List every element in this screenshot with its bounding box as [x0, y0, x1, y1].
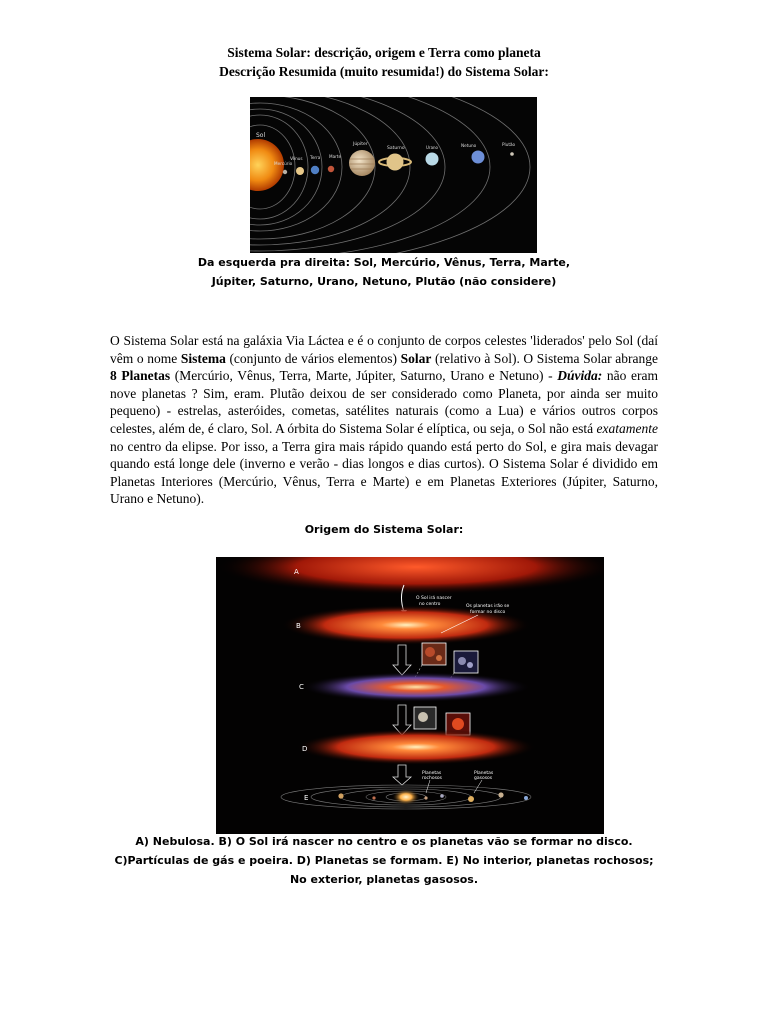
page-title: Sistema Solar: descrição, origem e Terra como planeta — [227, 45, 541, 60]
label-mercurio: Mercúrio — [274, 161, 293, 166]
label-venus: Vênus — [290, 156, 303, 161]
term-8-planetas: 8 Planetas — [110, 368, 171, 384]
stage-label-b: B — [296, 622, 301, 630]
stage-label-a: A — [294, 568, 299, 576]
label-sol: Sol — [256, 132, 266, 139]
figure1-caption-line2: Júpiter, Saturno, Urano, Netuno, Plutão (não considere) — [211, 275, 557, 288]
term-duvida: Dúvida: — [557, 368, 603, 384]
figure2-caption-line1: A) Nebulosa. B) O Sol irá nascer no centro e os planetas vão se formar no disco. — [135, 835, 633, 848]
note-rochosos-2: rochosos — [422, 776, 443, 781]
label-netuno: Netuno — [461, 143, 477, 148]
origin-figure — [216, 557, 604, 834]
note-sol-2: no centro — [419, 602, 441, 607]
note-planetas-1: Os planetas irão se — [466, 604, 510, 609]
section-heading-origem: Origem do Sistema Solar: — [304, 523, 464, 536]
term-sistema: Sistema — [180, 350, 226, 366]
term-exatamente: exatamente — [596, 420, 658, 436]
note-gasosos-1: Planetas — [474, 771, 494, 776]
label-jupiter: Júpiter — [353, 142, 368, 147]
page-subtitle: Descrição Resumida (muito resumida!) do Sistema Solar: — [219, 64, 549, 79]
term-solar: Solar — [400, 350, 432, 366]
solar-system-figure — [250, 97, 537, 253]
figure1-caption-line1: Da esquerda pra direita: Sol, Mercúrio, Vênus, Terra, Marte, — [197, 256, 571, 269]
note-planetas-2: formar no disco — [470, 610, 506, 615]
label-plutao: Plutão — [502, 142, 516, 147]
description-paragraph: O Sistema Solar está na galáxia Via Láctea e é o conjunto de corpos celestes 'liderados' pelo Sol (daí vêm o nome Sistema (conjunto de vários elementos) Solar (relativo à Sol). O Sistema Solar abrange 8 Planetas (Mercúrio, Vênus, Terra, Marte, Júpiter, Saturno, Urano e Netuno) - Dúvida: não eram nove planetas ? Sim, eram. Plutão deixou de ser considerado como Planeta, por ainda ser muito pequeno) - estrelas, asteróides, cometas, satélites naturais (como a Lua) e vários outros corpos celestes, além de, é claro, Sol. A órbita do Sistema Solar é elíptica, ou seja, o Sol não está exatamente no centro da elipse. Por isso, a Terra gira mais rápido quando está perto do Sol, e gira mais devagar quando está longe dele (inverno e verão - dias longos e dias curtos). O Sistema Solar é dividido em Planetas Interiores (Mercúrio, Vênus, Terra e Marte) e em Planetas Exteriores (Júpiter, Saturno, Urano e Netuno). — [110, 333, 659, 507]
label-terra: Terra — [310, 155, 321, 160]
note-gasosos-2: gasosos — [474, 776, 493, 781]
stage-label-d: D — [302, 745, 308, 753]
figure2-caption-line3: No exterior, planetas gasosos. — [289, 873, 479, 886]
label-marte: Marte — [329, 154, 342, 159]
label-saturno: Saturno — [387, 146, 405, 151]
stage-label-c: C — [299, 683, 304, 691]
figure2-caption-line2: C)Partículas de gás e poeira. D) Planetas se formam. E) No interior, planetas rochosos; — [114, 854, 654, 867]
stage-label-e: E — [304, 794, 309, 802]
label-urano: Urano — [426, 145, 439, 150]
note-rochosos-1: Planetas — [422, 771, 442, 776]
note-sol-1: O Sol irá nascer — [416, 596, 452, 601]
